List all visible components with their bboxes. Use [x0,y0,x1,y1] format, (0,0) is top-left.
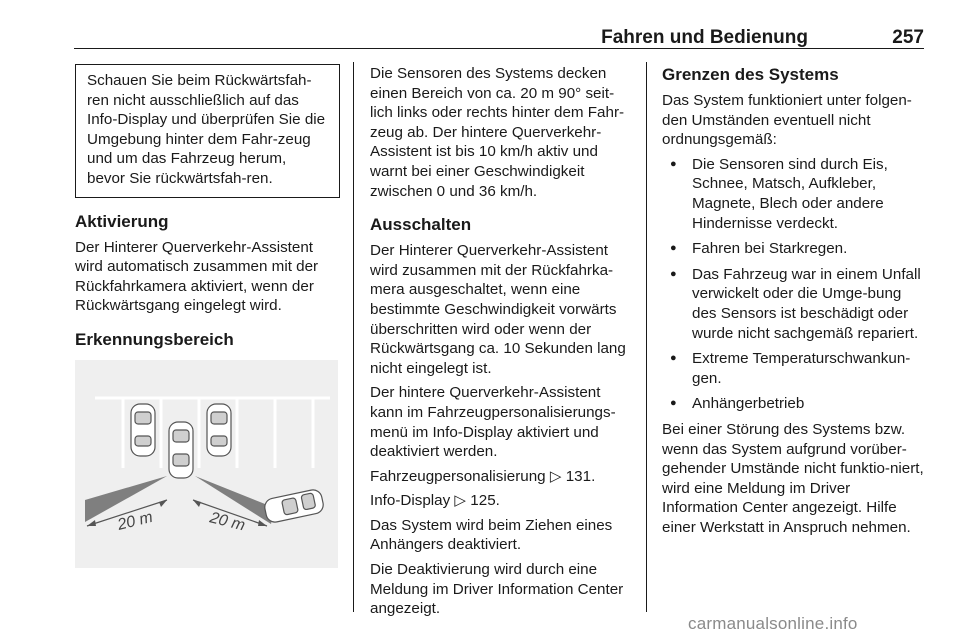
heading-ausschalten: Ausschalten [370,215,472,235]
notice-text: Schauen Sie beim Rückwärtsfah-ren nicht ausschließlich auf das Info-Display und überprüfen Sie die Umgebung hinter dem Fahr-zeug und um das Fahrzeug herum, bevor Sie rückwärtsfah-ren. [87,72,326,187]
column-2 [370,64,635,624]
reversing-car [169,422,193,478]
ausschalten-text-2: Der hintere Querverkehr-Assistent kann im Fahrzeugpersonalisierungs-menü im Info-Display aktiviert und deaktiviert werden. [370,384,616,461]
heading-grenzen: Grenzen des Systems [662,65,839,84]
header-rule [74,48,924,49]
parked-car-right [207,404,231,456]
list-item: ● Das Fahrzeug war in einem Unfall verwickelt oder die Umge-bung des Sensors ist beschädigt oder wurde nicht sachgemäß repariert. [662,265,930,343]
trailer-deactivation-text: Das System wird beim Ziehen eines Anhängers deaktiviert. [370,516,613,554]
crossref-info-display: Info-Display ▷ 125. [370,492,500,510]
arrow-head-right-end [258,520,267,526]
list-item: ● Extreme Temperaturschwankun-gen. [662,349,930,388]
column-1 [75,64,340,568]
heading-aktivierung: Aktivierung [75,211,169,231]
list-item: ● Fahren bei Starkregen. [662,239,930,259]
heading-erkennungsbereich: Erkennungsbereich [75,329,234,349]
limitations-list [662,155,930,414]
detection-area-illustration [75,360,338,568]
list-item: ● Anhängerbetrieb [662,394,930,414]
ausschalten-text-1: Der Hinterer Querverkehr-Assistent wird zusammen mit der Rückfahrka-mera ausgeschaltet, wenn eine bestimmte Geschwindigkeit vorwärts überschritten wird oder wenn der Rückwärtsgang ca. 10 Sekunden lang nicht eingelegt ist. [370,242,626,377]
distance-label-right: 20 m [208,509,247,535]
list-item: ● Die Sensoren sind durch Eis, Schnee, Matsch, Aufkleber, Magnete, Blech oder andere Hindernisse verdeckt. [662,155,930,233]
arrow-head-left-end [87,520,96,526]
arrow-head-right-start [193,500,201,507]
crossref-vehicle-personalization: Fahrzeugpersonalisierung ▷ 131. [370,467,596,485]
grenzen-intro: Das System funktioniert unter folgen-den Umständen eventuell nicht ordnungsgemäß: [662,92,912,149]
page-header-title: Fahren und Bedienung [601,27,808,48]
aktivierung-text: Der Hinterer Querverkehr-Assistent wird automatisch zusammen mit der Rückfahrkamera aktiviert, wenn der Rückwärtsgang eingelegt wird. [75,238,319,315]
watermark: carmanualsonline.info [688,614,858,633]
sensor-range-text: Die Sensoren des Systems decken einen Bereich von ca. 20 m 90° seit-lich links oder rechts hinter dem Fahr-zeug ab. Der hintere Querverkehr-Assistent ist bis 10 km/h aktiv und warnt bei einer Geschwindigkeit zwischen 0 und 36 km/h. [370,65,625,200]
approaching-car [263,488,325,524]
detection-area-figure [75,360,338,568]
arrow-head-left-start [159,500,167,507]
notice-box [75,64,340,198]
column-divider-1 [353,62,354,612]
malfunction-text: Bei einer Störung des Systems bzw. wenn das System aufgrund vorüber-gehender Umstände nicht funktio-niert, wird eine Meldung im Driver Information Center angezeigt. Hilfe einer Werkstatt in Anspruch nehmen. [662,420,924,536]
page-number: 257 [892,27,924,48]
column-divider-2 [646,62,647,612]
column-3 [662,64,930,542]
parked-car-left [131,404,155,456]
deactivation-message-text: Die Deaktivierung wird durch eine Meldung im Driver Information Center angezeigt. [370,561,624,618]
distance-label-left: 20 m [115,508,155,534]
